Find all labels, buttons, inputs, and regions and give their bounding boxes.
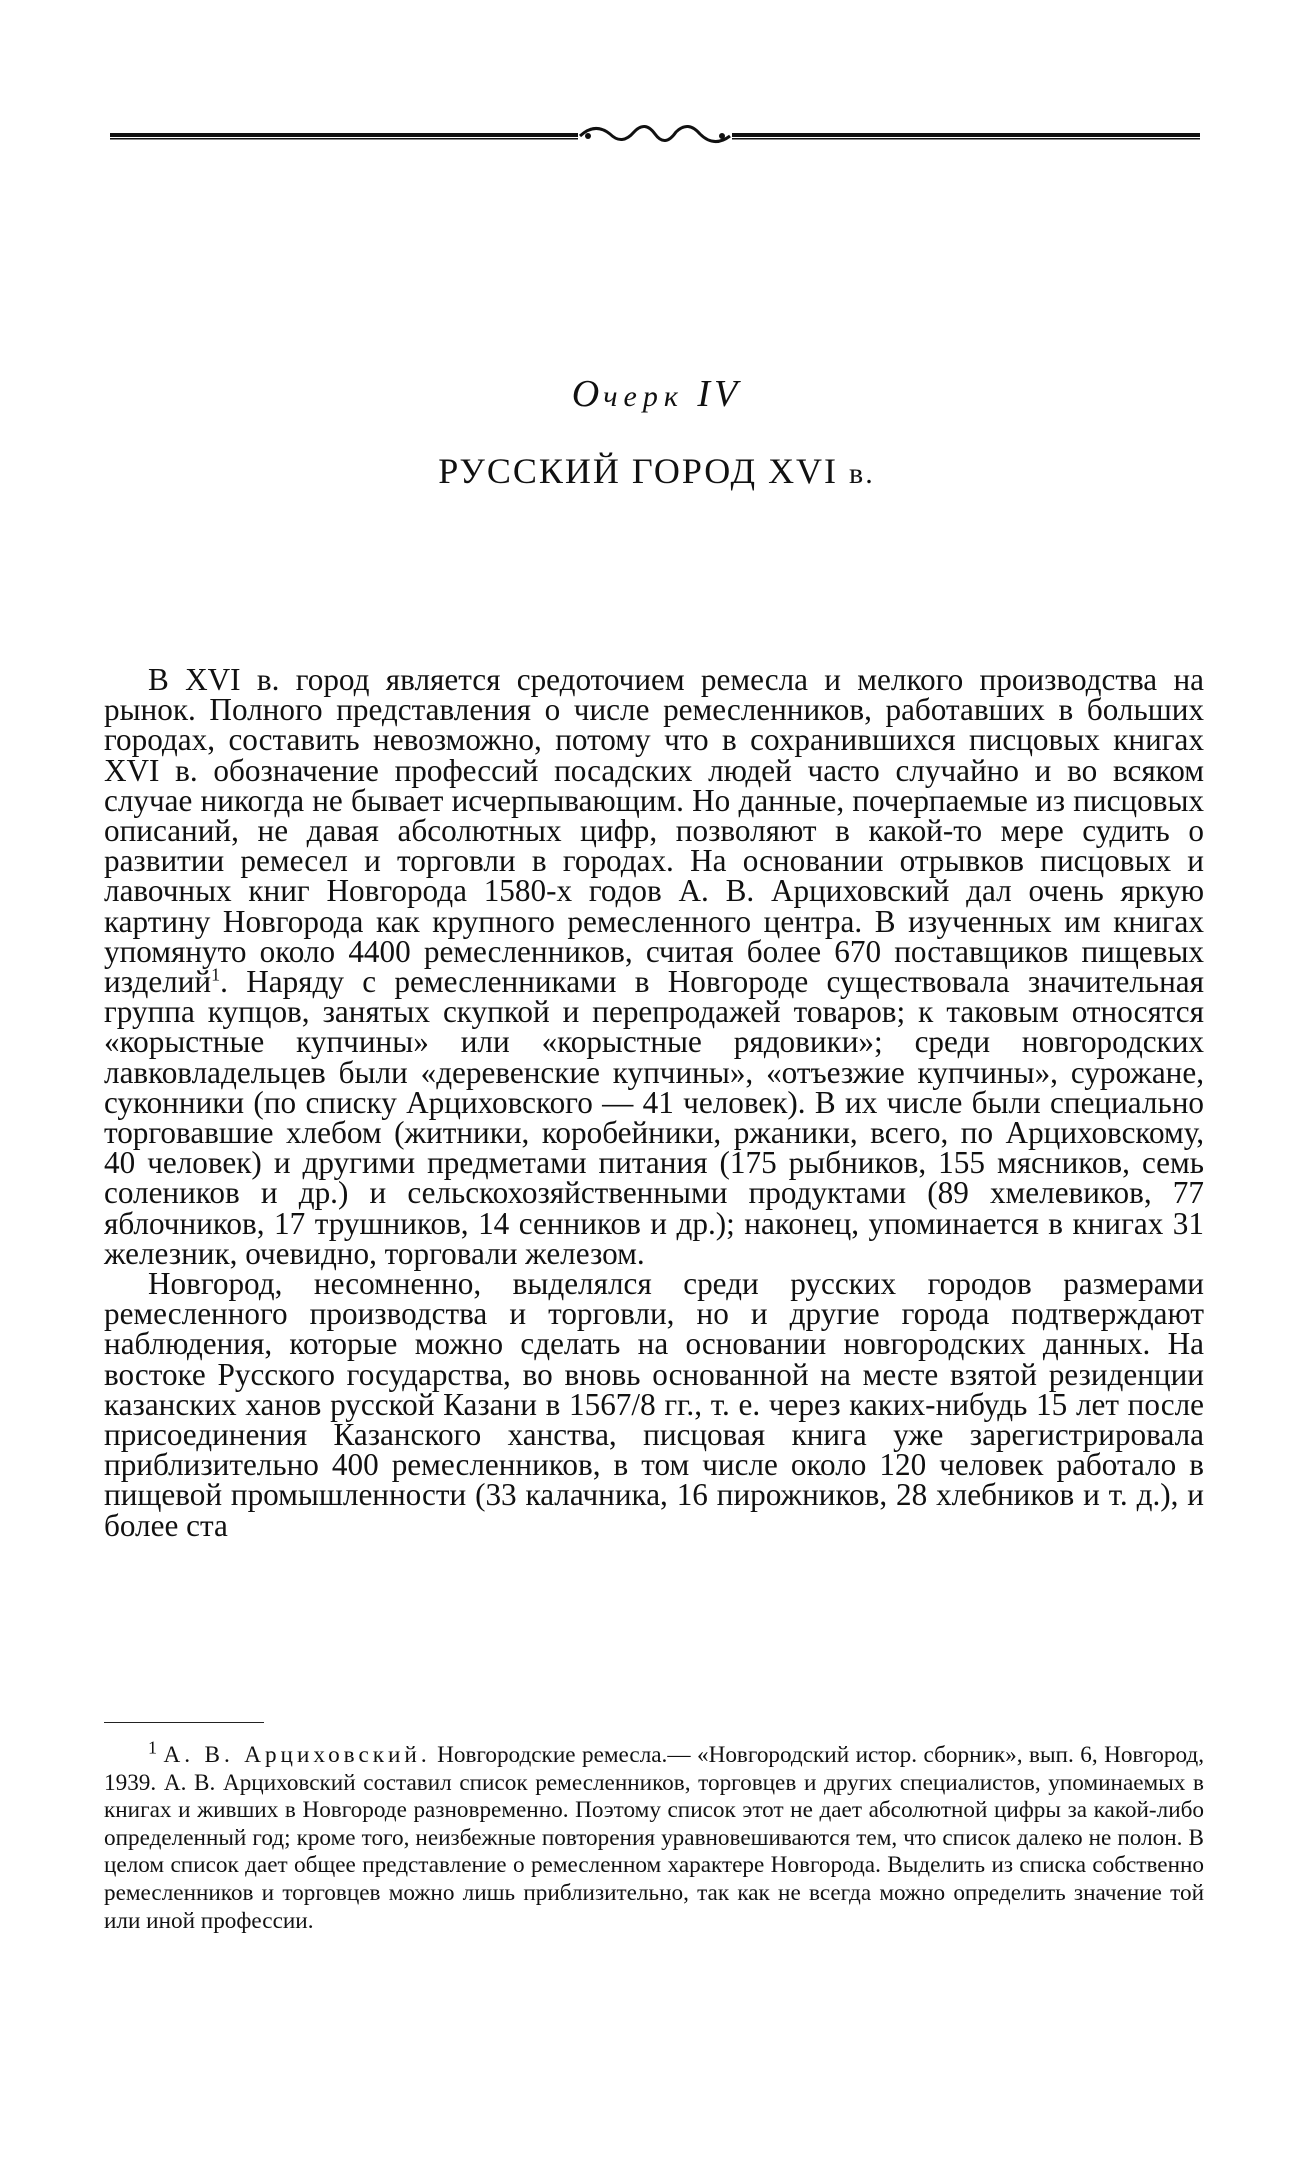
chapter-title bbox=[0, 450, 1313, 492]
paragraph-2: Новгород, несомненно, выделялся среди русских городов размерами ремесленного производства и торговли, но и другие города подтверждают наблюдения, которые можно сделать на основании новгородских данных. На востоке Русского государства, во вновь основанной на месте взятой резиденции казанских ханов русской Казани в 1567/8 гг., т. е. через каких-нибудь 15 лет после присоединения Казанского ханства, писцовая книга уже зарегистрировала приблизительно 400 ремесленников, в том числе около 120 человек работало в пищевой промышленности (33 калачника, 16 пирожников, 28 хлебников и т. д.), и более ста bbox=[104, 1266, 1204, 1543]
footnote-mark: 1 bbox=[148, 1737, 157, 1758]
chapter-label-number: IV bbox=[697, 373, 742, 415]
header-ornament-rule bbox=[110, 118, 1200, 152]
footnote-1 bbox=[104, 1737, 1205, 1935]
footnote-reference[interactable]: 1 bbox=[211, 964, 221, 985]
chapter-label bbox=[0, 372, 1313, 416]
chapter-title-suffix: в. bbox=[849, 457, 875, 490]
footnote-author: А. В. Арциховский. bbox=[163, 1742, 431, 1768]
footnote-separator bbox=[104, 1722, 264, 1723]
footnote-text: Новгородские ремесла.— «Новгородский истор. сборник», вып. 6, Новгород, 1939. А. В. Арциховский составил список ремесленников, торговцев и других специалистов, упоминаемых в книгах и живших в Новгороде разновременно. Поэтому список этот не дает абсолютной цифры за какой-либо определенный год; кроме того, неизбежные повторения уравновешиваются тем, что список далеко не полон. В целом список дает общее представление о ремесленном характере Новгорода. Выделить из списка собственно ремесленников и торговцев можно лишь приблизительно, так как не всегда можно определить значение той или иной профессии. bbox=[104, 1742, 1205, 1934]
chapter-title-main: РУССКИЙ ГОРОД XVI bbox=[438, 451, 839, 491]
paragraph-1-text: В XVI в. город является средоточием ремесла и мелкого производства на рынок. Полного представления о числе ремесленников, работавших в больших городах, составить невозможно, потому что в сохранившихся писцовых книгах XVI в. обозначение профессий посадских людей часто случайно и во всяком случае никогда не бывает исчерпывающим. Но данные, почерпаемые из писцовых описаний, не давая абсолютных цифр, позволяют в какой-то мере судить о развитии ремесел и торговли в городах. На основании отрывков писцовых и лавочных книг Новгорода 1580-х годов А. В. Арциховский дал очень яркую картину Новгорода как крупного ремесленного центра. В изученных им книгах упомянуто около 4400 ремесленников, считая более 670 поставщиков пищевых изделий bbox=[104, 662, 1204, 1000]
ornament-flourish-icon bbox=[110, 118, 1200, 152]
main-text bbox=[104, 662, 1204, 1543]
paragraph-1 bbox=[104, 662, 1204, 1271]
footnote bbox=[104, 1737, 1205, 1935]
paragraph-1-tail: . Наряду с ремесленниками в Новгороде существовала значительная группа купцов, занятых скупкой и перепродажей товаров; к таковым относятся «корыстные купчины» или «корыстные рядовики»; среди новгородских лавковладельцев были «деревенские купчины», «отъезжие купчины», сурожане, суконники (по списку Арциховского — 41 человек). В их числе были специально торговавшие хлебом (житники, коробейники, ржаники, всего, по Арциховскому, 40 человек) и другими предметами питания (175 рыбников, 155 мясников, семь солеников и др.) и сельскохозяйственными продуктами (89 хмелевиков, 77 яблочников, 17 трушников, 14 сенников и др.); наконец, упоминается в книгах 31 железник, очевидно, торговали железом. bbox=[104, 964, 1204, 1271]
chapter-label-word: Очерк bbox=[571, 373, 684, 415]
